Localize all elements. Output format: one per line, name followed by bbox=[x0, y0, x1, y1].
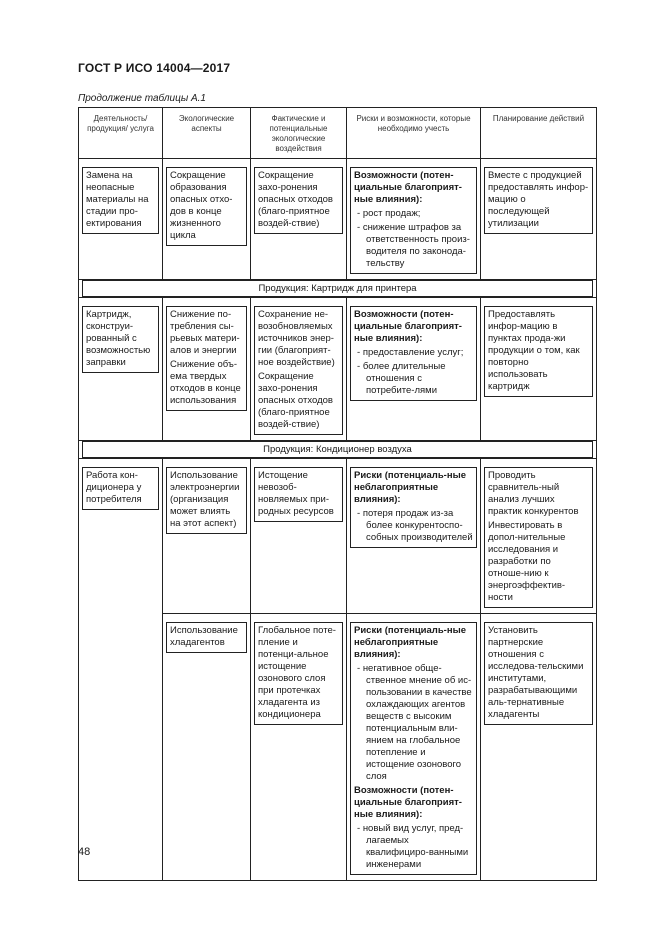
table-header-row bbox=[79, 108, 597, 159]
opportunity-title: Возможности (потен-циальные благоприят-ные влияния): bbox=[354, 785, 462, 820]
header-cell: Фактические и потенциальные экологические воздействия bbox=[251, 108, 347, 159]
impact-cell: Глобальное поте-пление и потенци-альное истощение озонового слоя при протечках хладагента из кондиционера bbox=[251, 614, 347, 881]
aspect-cell: Использование хладагентов bbox=[163, 614, 251, 881]
risk-cell bbox=[347, 298, 481, 441]
section-title: Продукция: Кондиционер воздуха bbox=[79, 441, 597, 459]
risk-title: Возможности (потен-циальные благоприят-ные влияния): bbox=[354, 170, 462, 205]
risk-cell bbox=[347, 159, 481, 280]
header-cell: Планирование действий bbox=[481, 108, 597, 159]
impact-cell: Истощение невозоб-новляемых при-родных ресурсов bbox=[251, 459, 347, 614]
aspect-cell: Сокращение образования опасных отхо-дов в конце жизненного цикла bbox=[163, 159, 251, 280]
plan-cell: Проводить сравнитель-ный анализ лучших практик конкурентов Инвестировать в допол-нительные исследования и разработки по отноше-нию к энергоэффектив-ности bbox=[481, 459, 597, 614]
aspects-table bbox=[78, 107, 597, 881]
impact-cell: Сокращение захо-ронения опасных отходов (благо-приятное воздей-ствие) bbox=[251, 159, 347, 280]
activity-cell: Замена на неопасные материалы на стадии про-ектирования bbox=[79, 159, 163, 280]
table-row bbox=[79, 298, 597, 441]
risk-cell bbox=[347, 459, 481, 614]
header-cell: Риски и возможности, которые необходимо учесть bbox=[347, 108, 481, 159]
risk-item: - негативное обще-ственное мнение об ис-пользовании в качестве охлаждающих агентов веществ с высоким потенциальным вли-янием на глобальное потепление и истощение озонового слоя bbox=[354, 663, 473, 783]
risk-item: - рост продаж; bbox=[354, 208, 473, 220]
aspect-cell: Использование электроэнергии (организация может влиять на этот аспект) bbox=[163, 459, 251, 614]
section-row bbox=[79, 280, 597, 298]
table-row bbox=[79, 159, 597, 280]
table-row bbox=[79, 459, 597, 614]
activity-cell: Картридж, сконструи-рованный с возможностью заправки bbox=[79, 298, 163, 441]
header-cell: Экологические аспекты bbox=[163, 108, 251, 159]
header-cell: Деятельность/ продукция/ услуга bbox=[79, 108, 163, 159]
aspect-cell: Снижение по-требления сы-рьевых матери-алов и энергии Снижение объ-ема твердых отходов в конце использования bbox=[163, 298, 251, 441]
plan-cell: Предоставлять инфор-мацию в пунктах прода-жи продукции о том, как повторно использовать картридж bbox=[481, 298, 597, 441]
risk-item: - снижение штрафов за ответственность произ-водителя по законода-тельству bbox=[354, 222, 473, 270]
risk-title: Риски (потенциаль-ные неблагоприятные влияния): bbox=[354, 625, 466, 660]
plan-cell: Установить партнерские отношения с исследова-тельскими институтами, разрабатывающими аль-тернативные хладагенты bbox=[481, 614, 597, 881]
table-continuation-caption: Продолжение таблицы А.1 bbox=[78, 93, 206, 104]
opportunity-item: - новый вид услуг, пред-лагаемых квалифициро-ванными инженерами bbox=[354, 823, 473, 871]
section-row bbox=[79, 441, 597, 459]
risk-item: - более длительные отношения с потребите-лями bbox=[354, 361, 473, 397]
risk-item: - потеря продаж из-за более конкурентоспо-собных производителей bbox=[354, 508, 473, 544]
document-header: ГОСТ Р ИСО 14004—2017 bbox=[78, 61, 231, 75]
impact-cell: Сохранение не-возобновляемых источников энер-гии (благоприят-ное воздействие) Сокращение захо-ронения опасных отходов (благо-приятное воздей-ствие) bbox=[251, 298, 347, 441]
risk-title: Риски (потенциаль-ные неблагоприятные влияния): bbox=[354, 470, 466, 505]
activity-cell: Работа кон-диционера у потребителя bbox=[79, 459, 163, 881]
plan-cell: Вместе с продукцией предоставлять инфор-мацию о последующей утилизации bbox=[481, 159, 597, 280]
risk-cell bbox=[347, 614, 481, 881]
page-number: 48 bbox=[78, 846, 91, 858]
risk-title: Возможности (потен-циальные благоприят-ные влияния): bbox=[354, 309, 462, 344]
section-title: Продукция: Картридж для принтера bbox=[79, 280, 597, 298]
risk-item: - предоставление услуг; bbox=[354, 347, 473, 359]
